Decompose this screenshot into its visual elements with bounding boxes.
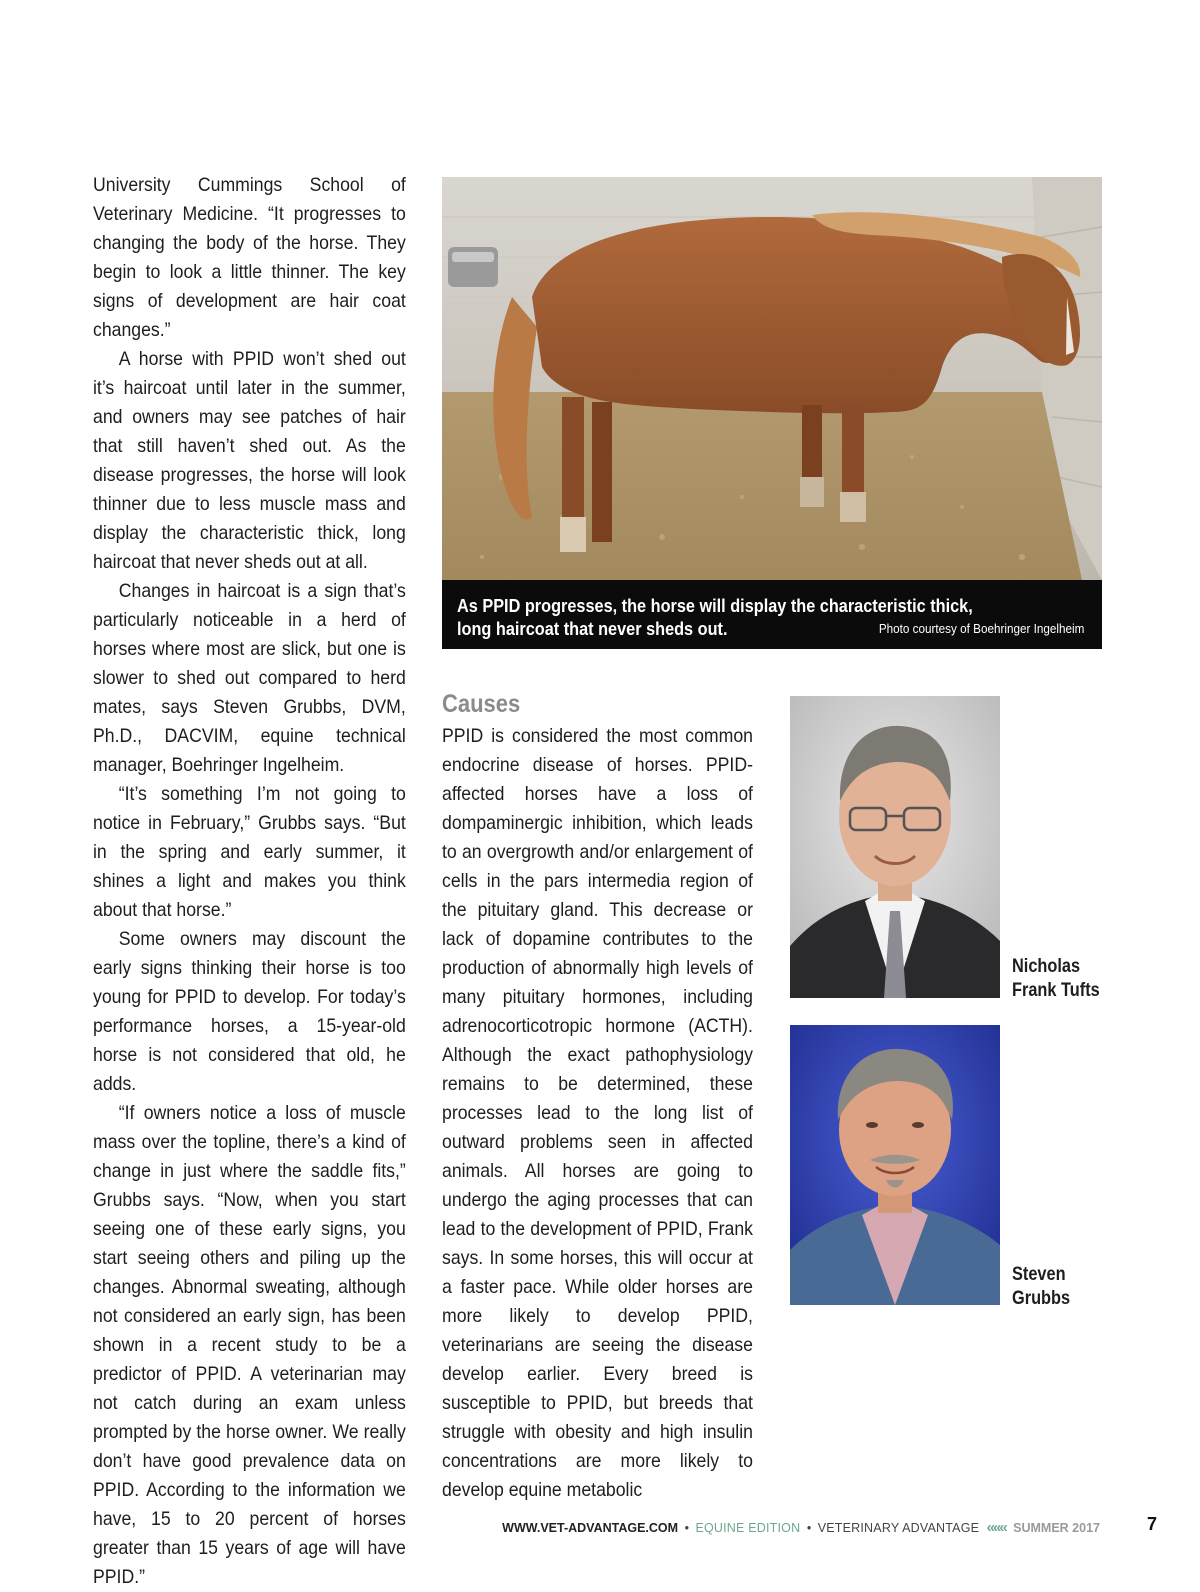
- photo-caption-bar: [442, 580, 1102, 649]
- section-heading: Causes: [442, 690, 521, 718]
- headshot-illustration: [790, 1025, 1000, 1305]
- left-column: [93, 171, 406, 1592]
- footer-issue: SUMMER 2017: [1013, 1521, 1100, 1535]
- article-paragraph: PPID is considered the most common endocrine disease of horses. PPID-affected horses have a loss of dompaminergic inhibition, which leads to an overgrowth and/or enlargement of cells in the pars intermedia region of the pituitary gland. This decrease or lack of dopamine contributes to the production of abnormally high levels of many pituitary hormones, including adrenocorticotropic hormone (ACTH). Although the exact pathophysiology remains to be determined, these processes lead to the long list of outward problems seen in affected animals. All horses are going to undergo the aging processes that can lead to the development of PPID, Frank says. In some horses, this will occur at a faster pace. While older horses are more likely to develop PPID, veterinarians are seeing the disease develop earlier. Every breed is susceptible to PPID, but breeds that struggle with obesity and high insulin concentrations are more likely to develop equine metabolic: [442, 726, 753, 1501]
- article-paragraph: Changes in haircoat is a sign that’s particularly noticeable in a herd of horses where most are slick, but one is slower to shed out compared to herd mates, says Steven Grubbs, DVM, Ph.D., DACVIM, equine technical manager, Boehringer Ingelheim.: [93, 581, 406, 776]
- portrait-name-line: Grubbs: [1012, 1288, 1071, 1309]
- portrait-name-line: Nicholas: [1012, 956, 1081, 977]
- portrait-caption: [1012, 1263, 1141, 1311]
- causes-section: [442, 688, 753, 1505]
- page-footer: [502, 1519, 1100, 1536]
- photo-caption: As PPID progresses, the horse will display the characteristic thick, long haircoat that never sheds out.: [457, 595, 973, 639]
- portrait-nicholas-frank: [790, 696, 1000, 998]
- horse-illustration: [442, 177, 1102, 580]
- footer-separator: •: [684, 1521, 689, 1535]
- footer-publication: VETERINARY ADVANTAGE: [817, 1521, 980, 1535]
- article-paragraph: “If owners notice a loss of muscle mass over the topline, there’s a kind of change in just where the saddle fits,” Grubbs says. “Now, when you start seeing one of these early signs, you start seeing others and piling up the changes. Abnormal sweating, although not considered an early sign, has been shown in a recent study to be a predictor of PPID. A veterinarian may not catch during an exam unless prompted by the horse owner. We really don’t have good prevalence data on PPID. According to the information we have, 15 to 20 percent of horses greater than 15 years of age will have PPID.”: [93, 1103, 406, 1588]
- footer-edition: EQUINE EDITION: [695, 1521, 801, 1535]
- article-paragraph: A horse with PPID won’t shed out it’s haircoat until later in the summer, and owners may see patches of hair that still haven’t shed out. As the disease progresses, the horse will look thinner due to less muscle mass and display the characteristic thick, long haircoat that never sheds out at all.: [93, 349, 406, 573]
- footer-url[interactable]: WWW.VET-ADVANTAGE.COM: [502, 1521, 679, 1535]
- article-paragraph: University Cummings School of Veterinary Medicine. “It progresses to changing the body of the horse. They begin to look a little thinner. The key signs of development are hair coat changes.”: [93, 175, 406, 341]
- footer-separator: •: [806, 1521, 812, 1535]
- photo-credit: Photo courtesy of Boehringer Ingelheim: [878, 621, 1084, 636]
- horse-photo: [442, 177, 1102, 580]
- article-paragraph: Some owners may discount the early signs thinking their horse is too young for PPID to develop. For today’s performance horses, a 15-year-old horse is not considered that old, he adds.: [93, 929, 406, 1095]
- headshot-illustration: [790, 696, 1000, 998]
- article-paragraph: “It’s something I’m not going to notice in February,” Grubbs says. “But in the spring and early summer, it shines a light and makes you think about that horse.”: [93, 784, 406, 921]
- portrait-name-line: Frank Tufts: [1012, 980, 1100, 1001]
- portrait-steven-grubbs: [790, 1025, 1000, 1327]
- horse-photo-figure: [442, 177, 1102, 649]
- portrait-caption: [1012, 955, 1141, 1003]
- portrait-name-line: Steven: [1012, 1264, 1066, 1285]
- page-number: 7: [1147, 1514, 1158, 1534]
- chevron-left-icon: «««: [986, 1519, 1006, 1536]
